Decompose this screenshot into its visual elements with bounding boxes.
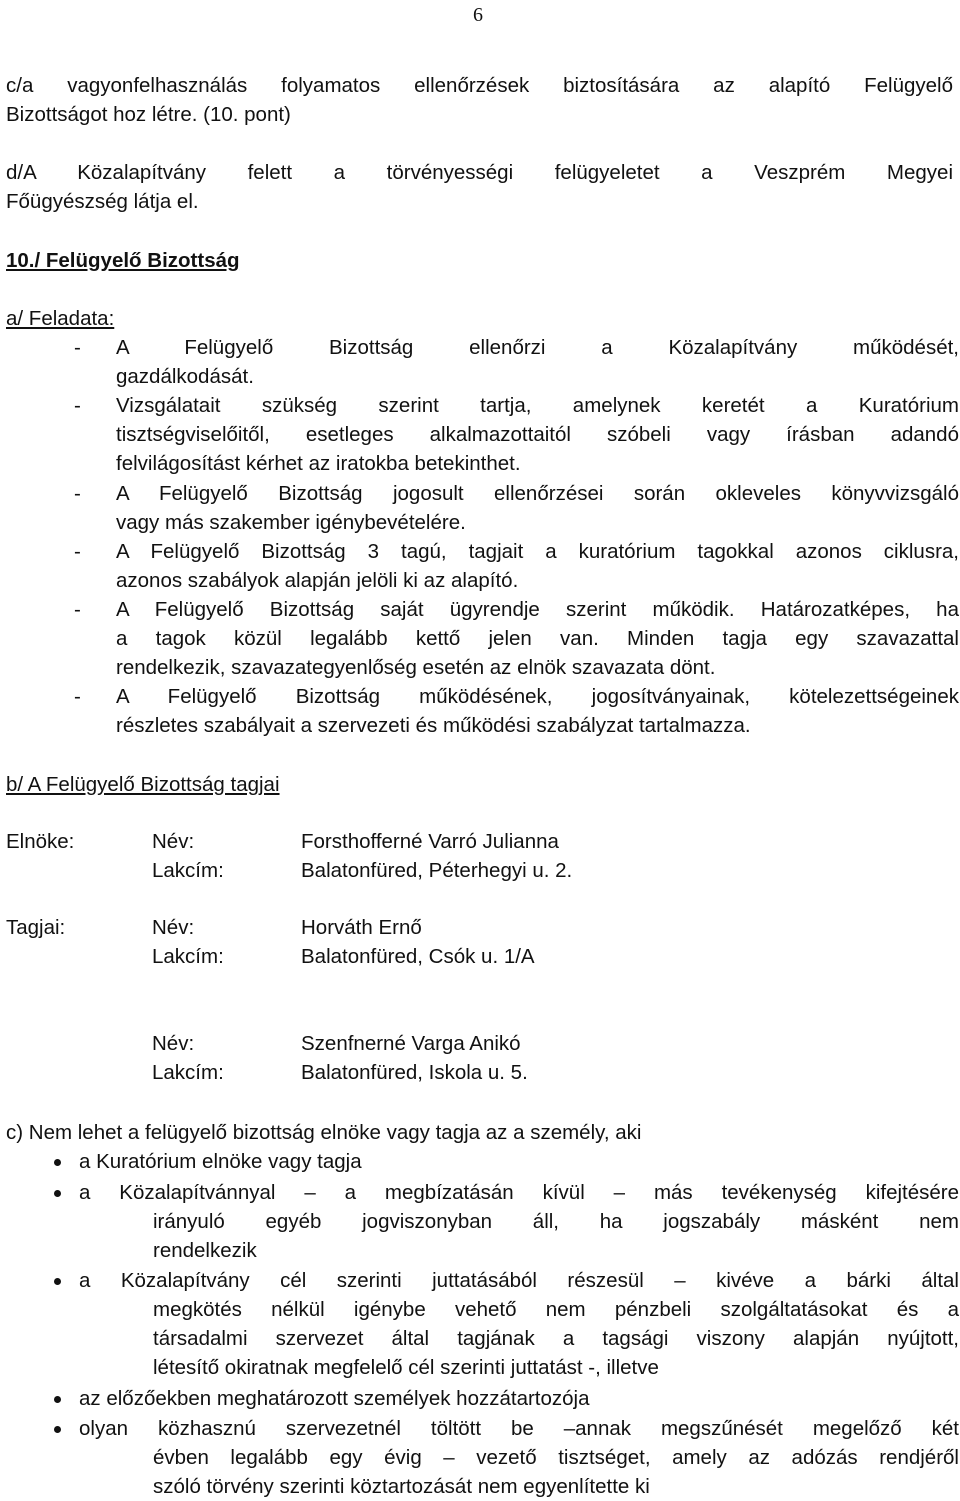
item-line: létesítő okiratnak megfelelő cél szerinti juttatást -, illetve (153, 1356, 659, 1379)
item-line: vagy más szakember igénybevételére. (116, 511, 466, 534)
paragraph-line: d/A Közalapítvány felett a törvényességi felügyeletet a Veszprém Megyei (6, 161, 953, 184)
bullet-dot-icon (54, 1190, 61, 1197)
item-line: részletes szabályait a szervezeti és működési szabályzat tartalmazza. (116, 714, 751, 737)
item-line: a Kuratórium elnöke vagy tagja (79, 1150, 362, 1173)
member-name-label: Név: (152, 830, 195, 853)
dash-marker: - (74, 336, 81, 359)
member-address: Balatonfüred, Iskola u. 5. (301, 1061, 528, 1084)
member-name: Forsthofferné Varró Julianna (301, 830, 559, 853)
sub-heading-b: b/ A Felügyelő Bizottság tagjai (6, 773, 280, 796)
members-tagjai-label: Tagjai: (6, 916, 66, 939)
dash-marker: - (74, 482, 81, 505)
item-line: a Közalapítvány cél szerinti juttatásából részesül – kivéve a bárki által (79, 1269, 959, 1292)
member-address: Balatonfüred, Csók u. 1/A (301, 945, 535, 968)
bullet-dot-icon (54, 1426, 61, 1433)
sub-heading-a: a/ Feladata: (6, 307, 115, 330)
item-line: A Felügyelő Bizottság működésének, jogosítványainak, kötelezettségeinek (116, 685, 959, 708)
item-line: szóló törvény szerinti köztartozását nem egyenlítette ki (153, 1475, 650, 1498)
item-line: A Felügyelő Bizottság 3 tagú, tagjait a kuratórium tagokkal azonos ciklusra, (116, 540, 959, 563)
item-line: a Közalapítvánnyal – a megbízatásán kívül – más tevékenység kifejtésére (79, 1181, 959, 1204)
item-line: olyan közhasznú szervezetnél töltött be –annak megszűnését megelőző két (79, 1417, 959, 1440)
member-name-label: Név: (152, 1032, 195, 1055)
paragraph-ca (6, 71, 953, 129)
sub-heading-c: c) Nem lehet a felügyelő bizottság elnöke vagy tagja az a személy, aki (6, 1121, 642, 1144)
item-line: megkötés nélkül igénybe vehető nem pénzbeli szolgáltatásokat és a (153, 1298, 959, 1321)
item-line: felvilágosítást kérhet az iratokba betekinthet. (116, 452, 521, 475)
item-line: gazdálkodását. (116, 365, 254, 388)
item-line: A Felügyelő Bizottság ellenőrzi a Közalapítvány működését, (116, 336, 959, 359)
page-number: 6 (473, 4, 483, 26)
member-address: Balatonfüred, Péterhegyi u. 2. (301, 859, 573, 882)
item-line: az előzőekben meghatározott személyek hozzátartozója (79, 1387, 590, 1410)
item-line: Vizsgálatait szükség szerint tartja, amelynek keretét a Kuratórium (116, 394, 959, 417)
item-line: A Felügyelő Bizottság jogosult ellenőrzései során okleveles könyvvizsgáló (116, 482, 959, 505)
item-line: a tagok közül legalább kettő jelen van. Minden tagja egy szavazattal (116, 627, 959, 650)
dash-marker: - (74, 685, 81, 708)
paragraph-line: c/a vagyonfelhasználás folyamatos ellenőrzések biztosítására az alapító Felügyelő (6, 74, 953, 97)
member-name: Szenfnerné Varga Anikó (301, 1032, 521, 1055)
dash-marker: - (74, 394, 81, 417)
member-name: Horváth Ernő (301, 916, 422, 939)
item-line: társadalmi szervezet által tagjának a tagsági viszony alapján nyújtott, (153, 1327, 959, 1350)
paragraph-line: Bizottságot hoz létre. (10. pont) (6, 103, 291, 126)
item-line: azonos szabályok alapján jelöli ki az alapító. (116, 569, 519, 592)
bullet-dot-icon (54, 1159, 61, 1166)
members-chair-label: Elnöke: (6, 830, 75, 853)
paragraph-line: Főügyészség látja el. (6, 190, 199, 213)
bullet-dot-icon (54, 1278, 61, 1285)
item-line: tisztségviselőitől, esetleges alkalmazottaitól szóbeli vagy írásban adandó (116, 423, 959, 446)
paragraph-da (6, 158, 953, 216)
item-line: évben legalább egy évig – vezető tisztséget, amely az adózás rendjéről (153, 1446, 959, 1469)
section-heading: 10./ Felügyelő Bizottság (6, 249, 240, 272)
member-name-label: Név: (152, 916, 195, 939)
item-line: irányuló egyéb jogviszonyban áll, ha jogszabály másként nem (153, 1210, 959, 1233)
item-line: rendelkezik (153, 1239, 257, 1262)
bullet-dot-icon (54, 1396, 61, 1403)
member-address-label: Lakcím: (152, 945, 224, 968)
item-line: rendelkezik, szavazategyenlőség esetén az elnök szavazata dönt. (116, 656, 716, 679)
item-line: A Felügyelő Bizottság saját ügyrendje szerint működik. Határozatképes, ha (116, 598, 959, 621)
dash-marker: - (74, 598, 81, 621)
member-address-label: Lakcím: (152, 859, 224, 882)
member-address-label: Lakcím: (152, 1061, 224, 1084)
dash-marker: - (74, 540, 81, 563)
